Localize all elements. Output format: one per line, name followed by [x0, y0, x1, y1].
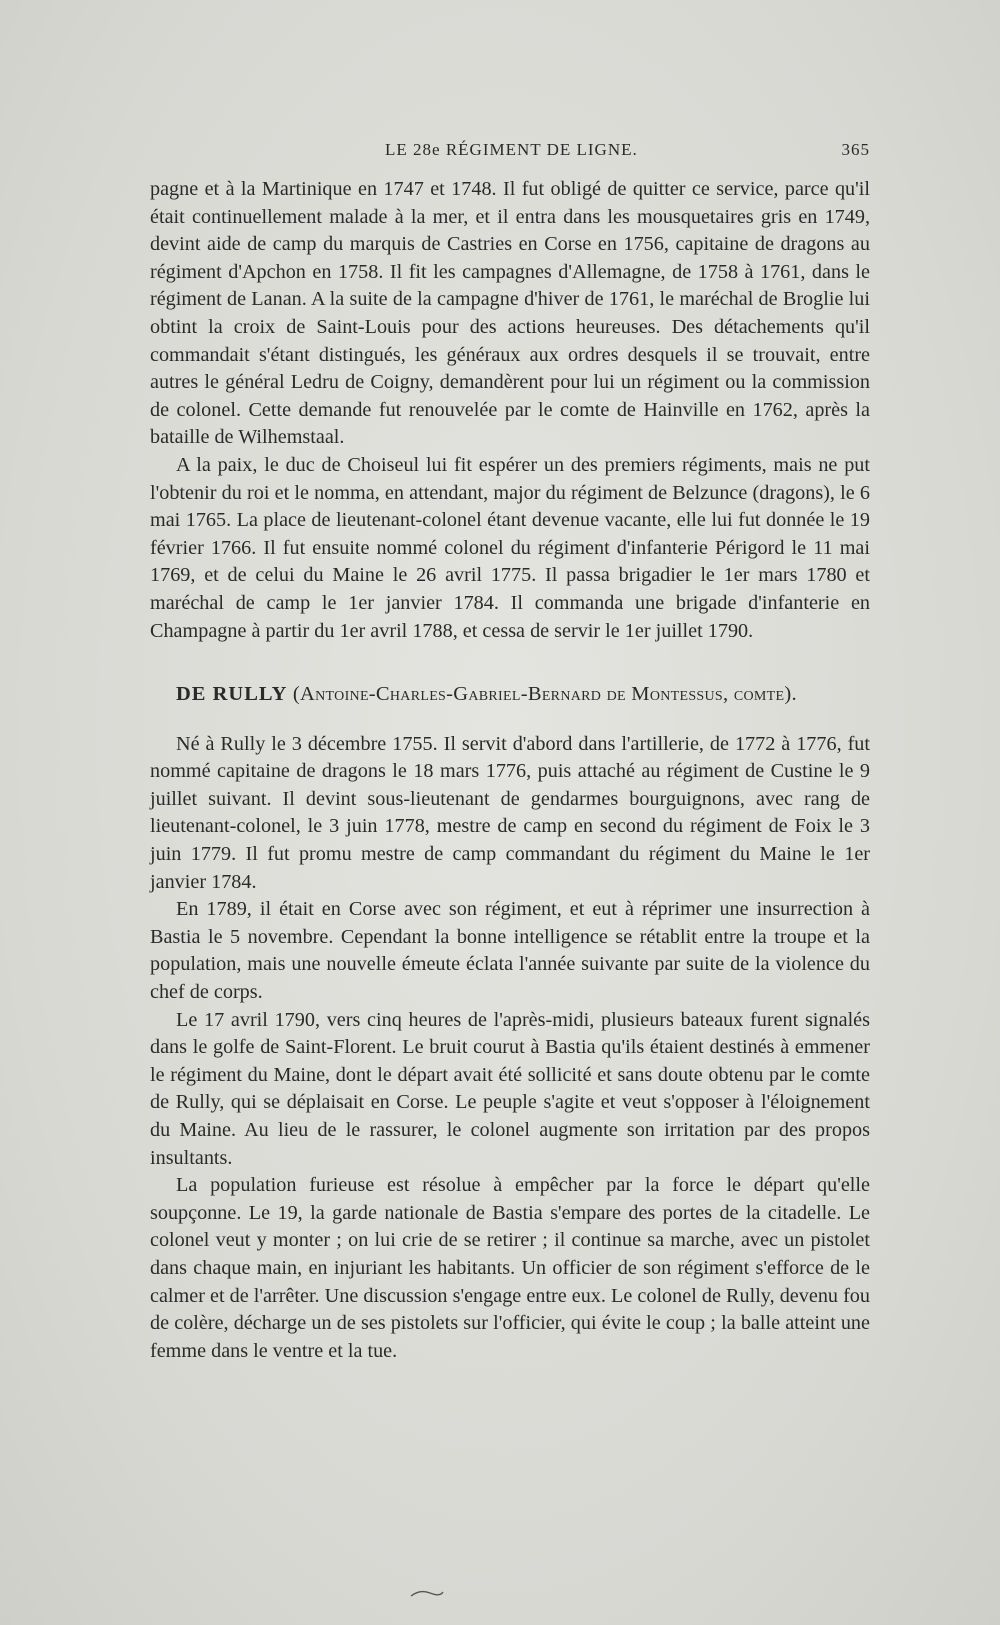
section-heading-name: DE RULLY [176, 683, 288, 706]
section-heading-detail: Antoine-Charles-Gabriel-Bernard de Montessus, comte [300, 683, 785, 706]
heading-paren-open: ( [287, 683, 301, 706]
paragraph: pagne et à la Martinique en 1747 et 1748. Il fut obligé de quitter ce service, parce qu'il était continuellement malade à la mer, et il entra dans les mousquetaires gris en 1749, devint aide de camp du marquis de Castries en Corse en 1756, capitaine de dragons au régiment d'Apchon en 1758. Il fit les campagnes d'Allemagne, de 1758 à 1761, dans le régiment de Lanan. A la suite de la campagne d'hiver de 1761, le maréchal de Broglie lui obtint la croix de Saint-Louis pour des actions heureuses. Des détachements qu'il commandait s'étant distingués, les généraux aux ordres desquels il se trouvait, entre autres le général Ledru de Coigny, demandèrent pour lui un régiment ou la commission de colonel. Cette demande fut renouvelée par le comte de Hainville en 1762, après la bataille de Wilhemstaal. [150, 178, 870, 449]
ornament-mark [410, 1588, 444, 1598]
paragraph: En 1789, il était en Corse avec son régiment, et eut à réprimer une insurrection à Bastia le 5 novembre. Cependant la bonne intelligence se rétablit entre la troupe et la population, mais une nouvelle émeute éclata l'année suivante par suite de la violence du chef de corps. [150, 898, 870, 1004]
paragraph: La population furieuse est résolue à empêcher par la force le départ qu'elle soupçonne. Le 19, la garde nationale de Bastia s'empare des portes de la citadelle. Le colonel veut y monter ; on lui crie de se retirer ; il continue sa marche, avec un pistolet dans chaque main, en injuriant les habitants. Un officier de son régiment s'efforce de le calmer et de l'arrêter. Une discussion s'engage entre eux. Le colonel de Rully, devenu fou de colère, décharge un de ses pistolets sur l'officier, qui évite le coup ; la balle atteint une femme dans le ventre et la tue. [150, 1174, 870, 1362]
body-text [150, 176, 870, 1365]
paragraph: Le 17 avril 1790, vers cinq heures de l'après-midi, plusieurs bateaux furent signalés dans le golfe de Saint-Florent. Le bruit courut à Bastia qu'ils étaient destinés à emmener le régiment du Maine, dont le départ avait été sollicité et sans doute obtenu par le comte de Rully, qui se déplaisait en Corse. Le peuple s'agite et veut s'opposer à l'éloignement du Maine. Au lieu de le rassurer, le colonel augmente son irritation par des propos insultants. [150, 1008, 870, 1169]
paragraph: A la paix, le duc de Choiseul lui fit espérer un des premiers régiments, mais ne put l'obtenir du roi et le nomma, en attendant, major du régiment de Belzunce (dragons), le 6 mai 1765. La place de lieutenant-colonel étant devenue vacante, elle lui fut donnée le 19 février 1766. Il fut ensuite nommé colonel du régiment d'infanterie Périgord le 11 mai 1769, et de celui du Maine le 26 avril 1775. Il passa brigadier le 1er mars 1780 et maréchal de camp le 1er janvier 1784. Il commanda une brigade d'infanterie en Champagne à partir du 1er avril 1788, et cessa de servir le 1er juillet 1790. [150, 453, 870, 642]
running-title: LE 28e RÉGIMENT DE LIGNE. [385, 140, 638, 159]
paragraph: Né à Rully le 3 décembre 1755. Il servit d'abord dans l'artillerie, de 1772 à 1776, fut nommé capitaine de dragons le 18 mars 1776, puis attaché au régiment de Custine le 9 juillet suivant. Il devint sous-lieutenant de gendarmes bourguignons, avec rang de lieutenant-colonel, le 3 juin 1778, mestre de camp en second du régiment de Foix le 3 juin 1779. Il fut promu mestre de camp commandant du régiment du Maine le 1er janvier 1784. [150, 732, 870, 893]
page-number: 365 [841, 140, 870, 159]
section-heading [150, 681, 870, 709]
heading-paren-close: ). [784, 683, 797, 706]
